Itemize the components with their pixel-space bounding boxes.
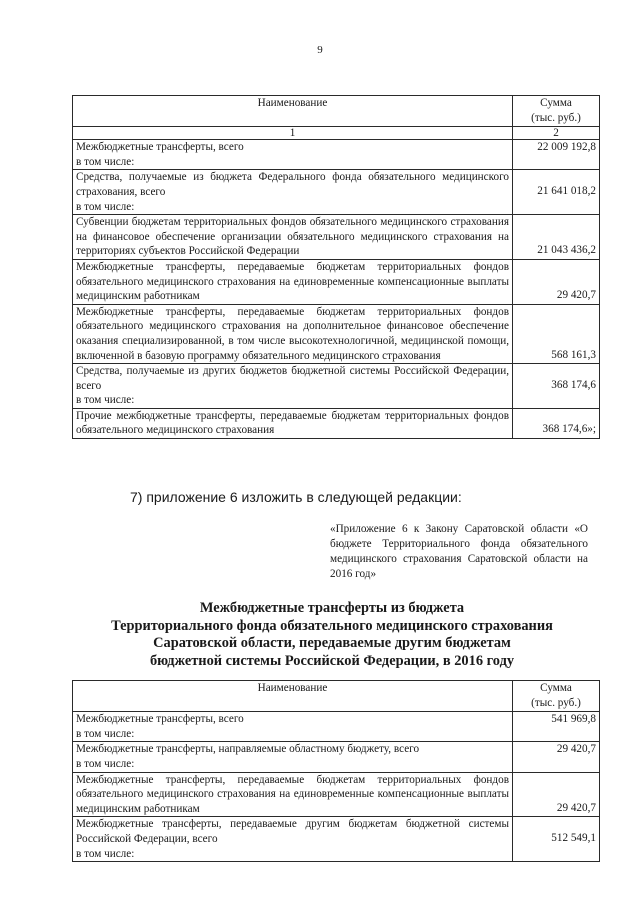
row-name xyxy=(73,712,513,742)
row-name xyxy=(73,140,513,170)
document-title xyxy=(72,600,592,670)
row-subtitle: в том числе: xyxy=(76,394,135,407)
row-sum: 22 009 192,8 xyxy=(513,140,600,170)
row-subtitle: в том числе: xyxy=(76,155,135,168)
table-row xyxy=(73,304,600,363)
page-number: 9 xyxy=(317,44,323,56)
row-sum: 21 043 436,2 xyxy=(513,215,600,260)
table-row xyxy=(73,742,600,772)
row-sum: 368 174,6 xyxy=(513,364,600,409)
budget-table-income xyxy=(72,95,600,439)
row-name xyxy=(73,259,513,304)
sum-header-line2: (тыс. руб.) xyxy=(531,696,581,709)
row-name xyxy=(73,170,513,215)
table-header-row xyxy=(73,681,600,712)
row-title: Межбюджетные трансферты, всего xyxy=(76,713,244,726)
row-name xyxy=(73,364,513,409)
row-name xyxy=(73,215,513,260)
row-sum: 29 420,7 xyxy=(513,259,600,304)
table-row xyxy=(73,140,600,170)
row-subtitle: в том числе: xyxy=(76,727,135,740)
row-title: Межбюджетные трансферты, передаваемые бюджетам территориальных фондов обязательного медицинского страхования на единовременные компенсационные выплаты медицинским работникам xyxy=(76,773,509,815)
row-title: Межбюджетные трансферты, передаваемые другим бюджетам бюджетной системы Российской Федерации, всего xyxy=(76,818,509,845)
row-name xyxy=(73,304,513,363)
appendix-note: «Приложение 6 к Закону Саратовской области «О бюджете Территориального фонда обязательного медицинского страхования Саратовской области на 2016 год» xyxy=(330,523,588,580)
sum-header-line1: Сумма xyxy=(540,682,572,694)
row-title: Межбюджетные трансферты, передаваемые бюджетам территориальных фондов обязательного медицинского страхования на единовременные компенсационные выплаты медицинским работникам xyxy=(76,260,509,303)
title-line: бюджетной системы Российской Федерации, в 2016 году xyxy=(149,652,515,669)
row-sum: 29 420,7 xyxy=(513,742,600,772)
row-name xyxy=(73,817,513,862)
row-name xyxy=(73,742,513,772)
row-title: Прочие межбюджетные трансферты, передаваемые бюджетам территориальных фондов обязательного медицинского страхования xyxy=(76,409,509,437)
table-row xyxy=(73,712,600,742)
table-row xyxy=(73,364,600,409)
table-row xyxy=(73,817,600,862)
table-row xyxy=(73,170,600,215)
row-title: Средства, получаемые из бюджета Федерального фонда обязательного медицинского страхования, всего xyxy=(76,171,509,198)
amendment-text: 7) приложение 6 изложить в следующей редакции: xyxy=(130,489,462,505)
row-sum: 512 549,1 xyxy=(513,817,600,862)
row-title: Средства, получаемые из других бюджетов бюджетной системы Российской Федерации, всего xyxy=(76,365,509,392)
title-line: Территориального фонда обязательного медицинского страхования xyxy=(111,617,553,634)
row-sum: 541 969,8 xyxy=(513,712,600,742)
row-name xyxy=(73,772,513,817)
table-row xyxy=(73,215,600,260)
title-line: Межбюджетные трансферты из бюджета xyxy=(199,600,465,616)
column-header-sum xyxy=(513,681,600,712)
row-title: Межбюджетные трансферты, направляемые областному бюджету, всего xyxy=(76,743,420,756)
row-sum: 29 420,7 xyxy=(513,772,600,817)
row-sum: 21 641 018,2 xyxy=(513,170,600,215)
table-row xyxy=(73,408,600,438)
table-row xyxy=(73,259,600,304)
column-numbers-row xyxy=(73,127,600,140)
row-subtitle: в том числе: xyxy=(76,757,135,770)
budget-table-transfers xyxy=(72,680,600,862)
column-header-name: Наименование xyxy=(73,681,513,712)
table-row xyxy=(73,772,600,817)
row-title: Межбюджетные трансферты, всего xyxy=(76,141,244,154)
column-header-sum xyxy=(513,96,600,127)
column-number-2: 2 xyxy=(513,127,600,140)
row-sum: 568 161,3 xyxy=(513,304,600,363)
row-subtitle: в том числе: xyxy=(76,847,135,860)
row-subtitle: в том числе: xyxy=(76,200,135,213)
table-header-row xyxy=(73,96,600,127)
row-name xyxy=(73,408,513,438)
row-sum: 368 174,6»; xyxy=(513,408,600,438)
row-title: Субвенции бюджетам территориальных фондов обязательного медицинского страхования на финансовое обеспечение организации обязательного медицинского страхования на территориях субъектов Российской Федерации xyxy=(76,216,509,258)
title-line: Саратовской области, передаваемые другим бюджетам xyxy=(153,635,511,651)
column-number-1: 1 xyxy=(73,127,513,140)
column-header-name: Наименование xyxy=(73,96,513,127)
sum-header-line1: Сумма xyxy=(540,97,572,109)
sum-header-line2: (тыс. руб.) xyxy=(531,111,581,124)
row-title: Межбюджетные трансферты, передаваемые бюджетам территориальных фондов обязательного медицинского страхования на дополнительное финансовое обеспечение оказания специализированной, в том числе высокотехнологичной, медицинской помощи, включенной в базовую программу обязательного медицинского страхования xyxy=(76,305,509,362)
